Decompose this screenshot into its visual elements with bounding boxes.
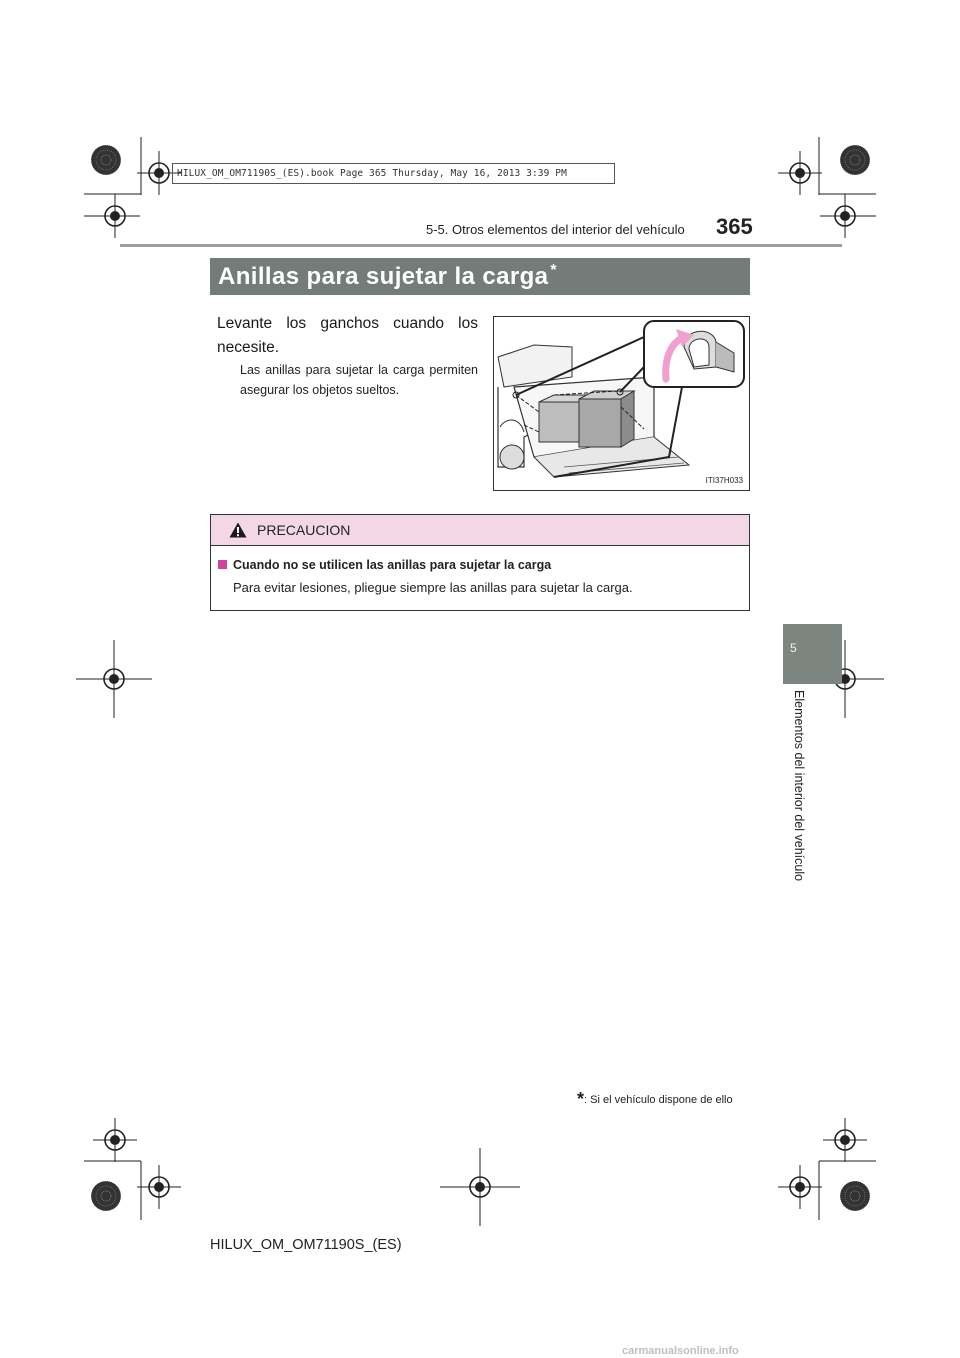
figure-code: ITI37H033 xyxy=(705,476,743,485)
chapter-side-text: Elementos del interior del vehículo xyxy=(792,690,806,882)
figure-cargo-hooks xyxy=(493,316,750,491)
header-rule xyxy=(120,244,842,247)
footer-doc-code: HILUX_OM_OM71190S_(ES) xyxy=(210,1237,402,1253)
caution-header xyxy=(211,515,749,546)
warning-triangle-icon xyxy=(229,522,247,538)
square-bullet-icon xyxy=(218,560,227,569)
watermark: carmanualsonline.info xyxy=(622,1345,739,1357)
caution-label: PRECAUCION xyxy=(257,522,351,538)
section-title: 5-5. Otros elementos del interior del vehículo xyxy=(426,222,685,237)
footnote xyxy=(577,1089,733,1110)
chapter-side-label xyxy=(760,690,830,890)
caution-box xyxy=(210,514,750,611)
pickup-bed-illustration xyxy=(494,317,749,490)
footnote-text: : Si el vehículo dispone de ello xyxy=(584,1094,733,1106)
caution-item-title xyxy=(218,558,551,572)
book-header: HILUX_OM_OM71190S_(ES).book Page 365 Thursday, May 16, 2013 3:39 PM xyxy=(177,168,567,179)
chapter-number: 5 xyxy=(790,641,797,655)
page-number: 365 xyxy=(716,214,753,239)
lead-text: Levante los ganchos cuando los necesite. xyxy=(217,315,478,356)
section-heading-bar xyxy=(210,258,750,295)
sub-paragraph: Las anillas para sujetar la carga permiten asegurar los objetos sueltos. xyxy=(240,363,478,397)
footnote-asterisk-icon: * xyxy=(577,1089,585,1109)
lead-paragraph xyxy=(217,312,478,360)
caution-item-body: Para evitar lesiones, pliegue siempre las anillas para sujetar la carga. xyxy=(233,580,633,595)
section-heading xyxy=(218,262,557,291)
asterisk-icon: * xyxy=(550,262,558,279)
section-heading-text: Anillas para sujetar la carga xyxy=(218,263,549,290)
caution-item-title-text: Cuando no se utilicen las anillas para sujetar la carga xyxy=(233,558,552,572)
